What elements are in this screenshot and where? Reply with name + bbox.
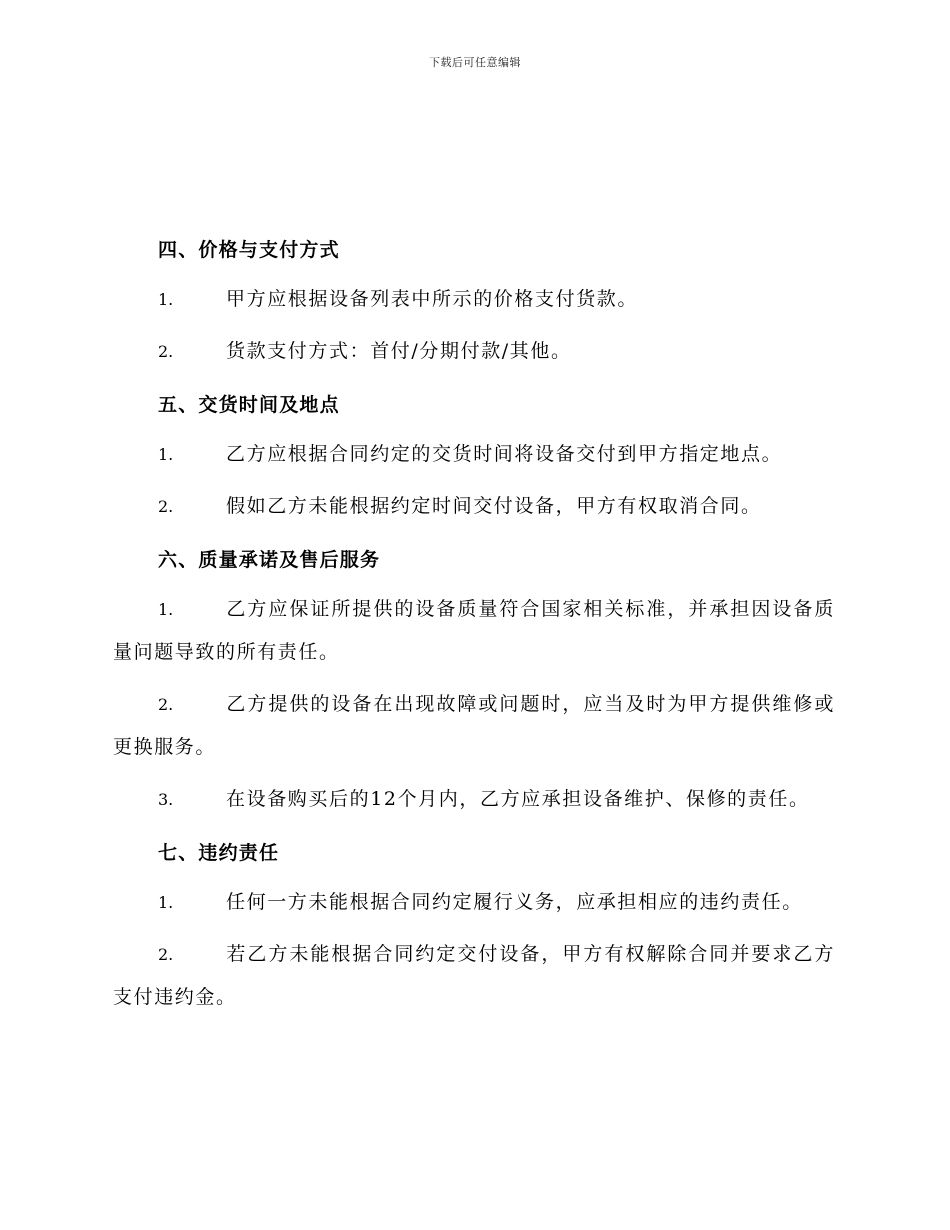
section-heading: 四、价格与支付方式	[158, 239, 340, 261]
clause-number: 2.	[158, 342, 174, 361]
clause-number: 2.	[158, 945, 174, 964]
section-heading: 七、违约责任	[158, 842, 280, 864]
clause-item	[113, 330, 835, 373]
clause-item	[113, 778, 835, 821]
clause-text: 货款支付方式：首付/分期付款/其他。	[226, 340, 572, 362]
clause-item	[113, 683, 835, 769]
clause-number: 1.	[158, 445, 174, 464]
clause-number: 1.	[158, 290, 174, 309]
clause-item	[113, 433, 835, 476]
clause-text: 乙方提供的设备在出现故障或问题时，应当及时为甲方提供维修或更换服务。	[113, 693, 835, 758]
document-body	[113, 230, 835, 1031]
clause-number: 2.	[158, 497, 174, 516]
clause-item	[113, 485, 835, 528]
clause-item	[113, 278, 835, 321]
clause-item	[113, 588, 835, 674]
clause-text: 若乙方未能根据合同约定交付设备，甲方有权解除合同并要求乙方支付违约金。	[113, 943, 835, 1008]
clause-text: 假如乙方未能根据约定时间交付设备，甲方有权取消合同。	[226, 495, 762, 517]
section-heading: 六、质量承诺及售后服务	[158, 549, 381, 571]
clause-number: 3.	[158, 790, 174, 809]
clause-item	[113, 933, 835, 1019]
clause-number: 1.	[158, 600, 174, 619]
clause-text: 甲方应根据设备列表中所示的价格支付货款。	[226, 288, 639, 310]
clause-text: 乙方应保证所提供的设备质量符合国家相关标准，并承担因设备质量问题导致的所有责任。	[113, 598, 835, 663]
clause-text: 任何一方未能根据合同约定履行义务，应承担相应的违约责任。	[226, 891, 803, 913]
section-breach-liability	[113, 833, 835, 1019]
header-note: 下载后可任意编辑	[429, 56, 521, 69]
section-delivery	[113, 385, 835, 528]
clause-item	[113, 881, 835, 924]
section-heading: 五、交货时间及地点	[158, 394, 340, 416]
clause-text: 在设备购买后的12个月内，乙方应承担设备维护、保修的责任。	[226, 788, 810, 810]
section-quality-service	[113, 540, 835, 821]
clause-text: 乙方应根据合同约定的交货时间将设备交付到甲方指定地点。	[226, 443, 783, 465]
clause-number: 1.	[158, 893, 174, 912]
section-price-payment	[113, 230, 835, 373]
clause-number: 2.	[158, 695, 174, 714]
